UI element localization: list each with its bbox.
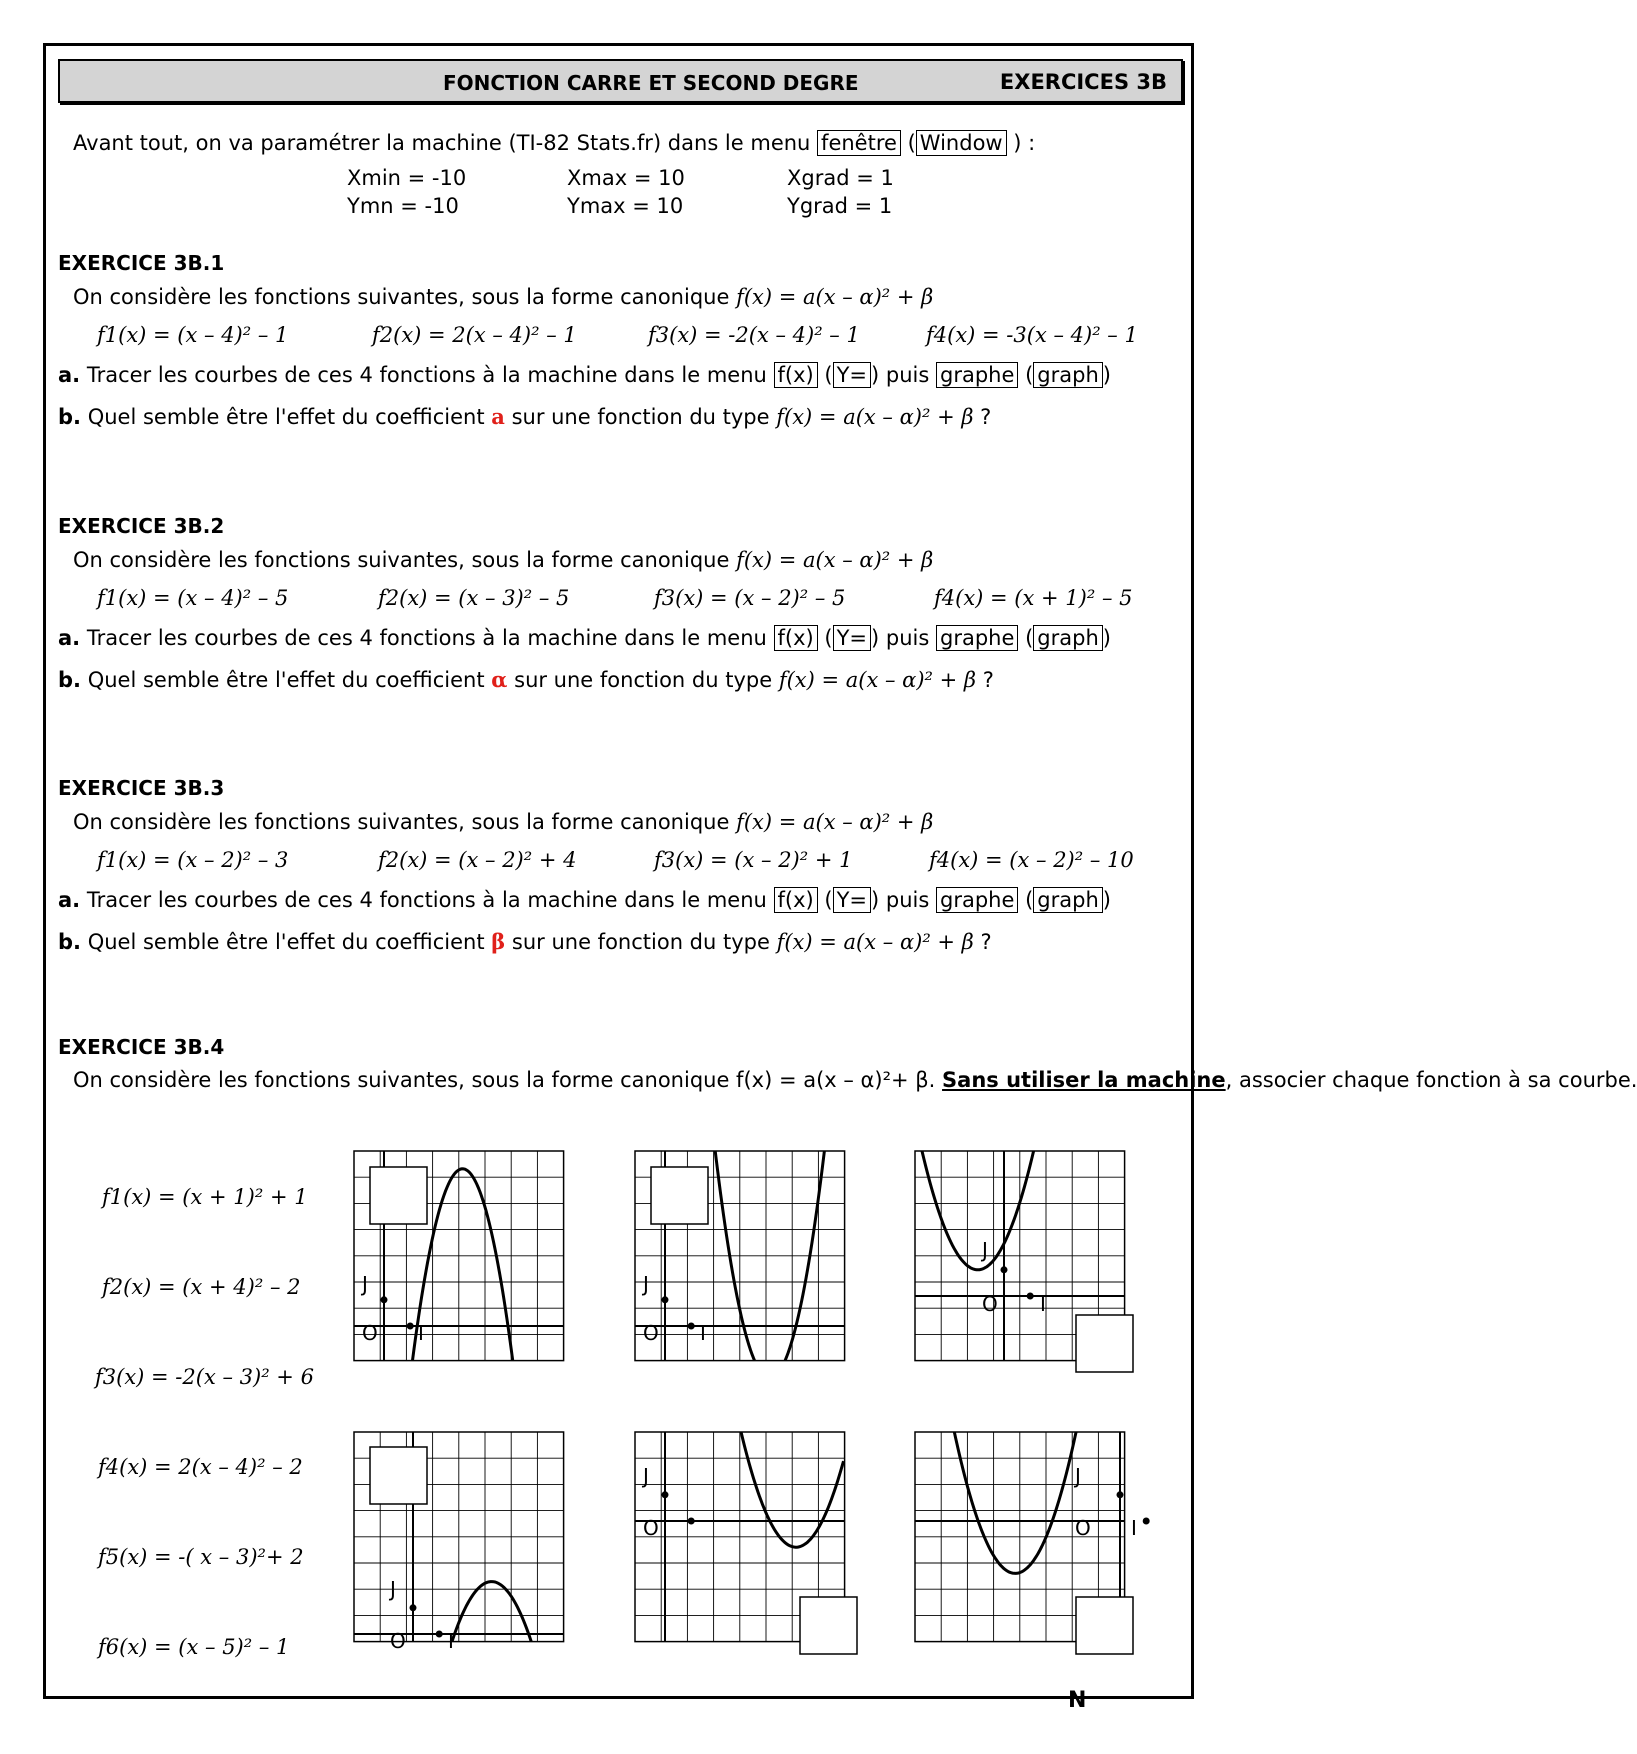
intro-line: Avant tout, on va paramétrer la machine (TI-82 Stats.fr) dans le menu fenêtre ( Window ) : bbox=[73, 131, 1036, 155]
frame-notch: N bbox=[1068, 1688, 1087, 1713]
unit-i-label: I bbox=[1040, 1292, 1046, 1316]
exercise-2-intro: On considère les fonctions suivantes, sous la forme canonique f(x) = a(x – α)² + β bbox=[73, 548, 934, 572]
exercise-1-function-1: f1(x) = (x – 4)² – 1 bbox=[97, 323, 289, 347]
setting-ymin: Ymn = -10 bbox=[347, 194, 459, 218]
header-code: EXERCICES 3B bbox=[999, 70, 1167, 94]
unit-j-marker bbox=[1117, 1491, 1124, 1498]
exercise-2-function-1: f1(x) = (x – 4)² – 5 bbox=[97, 586, 289, 610]
menu-box-graphe: graphe bbox=[936, 362, 1018, 388]
exercise-3-question-b: b. Quel semble être l'effet du coefficient β sur une fonction du type f(x) = a(x – α)² + β ? bbox=[58, 929, 992, 954]
exercise-2-question-b: b. Quel semble être l'effet du coefficient α sur une fonction du type f(x) = a(x – α)² + β ? bbox=[58, 667, 994, 692]
origin-label: O bbox=[643, 1516, 659, 1540]
ex4-function-5: f5(x) = -( x – 3)²+ 2 bbox=[98, 1545, 304, 1569]
exercise-3-question-a: a. Tracer les courbes de ces 4 fonctions à la machine dans le menu f(x) ( Y= ) puis graphe ( graph ) bbox=[58, 888, 1111, 912]
exercise-3-function-3: f3(x) = (x – 2)² + 1 bbox=[654, 848, 853, 872]
unit-j-label: J bbox=[643, 1464, 649, 1488]
answer-box bbox=[1076, 1315, 1133, 1372]
unit-j-label: J bbox=[362, 1272, 368, 1296]
exercise-1-function-3: f3(x) = -2(x – 4)² – 1 bbox=[648, 323, 860, 347]
exercise-2-function-3: f3(x) = (x – 2)² – 5 bbox=[654, 586, 846, 610]
exercise-1-function-2: f2(x) = 2(x – 4)² – 1 bbox=[372, 323, 577, 347]
ex4-function-1: f1(x) = (x + 1)² + 1 bbox=[102, 1185, 308, 1209]
menu-box-fx: f(x) bbox=[774, 887, 818, 913]
origin-label: O bbox=[643, 1321, 659, 1345]
unit-j-marker bbox=[381, 1296, 388, 1303]
exercise-3-function-1: f1(x) = (x – 2)² – 3 bbox=[97, 848, 289, 872]
answer-box bbox=[370, 1447, 427, 1504]
menu-box-yeq: Y= bbox=[833, 887, 871, 913]
origin-label: O bbox=[390, 1629, 406, 1653]
parabola-curve bbox=[915, 460, 1124, 1270]
answer-box bbox=[370, 1167, 427, 1224]
coefficient-highlight: α bbox=[491, 667, 508, 692]
unit-i-label: I bbox=[448, 1629, 454, 1653]
exercise-1-question-b: b. Quel semble être l'effet du coefficient a sur une fonction du type f(x) = a(x – α)² + β ? bbox=[58, 404, 992, 429]
unit-j-marker bbox=[662, 1296, 669, 1303]
unit-j-marker bbox=[1001, 1266, 1008, 1273]
exercise-2-title: EXERCICE 3B.2 bbox=[58, 514, 225, 538]
menu-box-yeq: Y= bbox=[833, 362, 871, 388]
origin-label: O bbox=[1075, 1516, 1091, 1540]
unit-j-label: J bbox=[390, 1577, 396, 1601]
answer-box bbox=[1076, 1597, 1133, 1654]
menu-box-graph: graph bbox=[1033, 625, 1102, 651]
menu-box-yeq: Y= bbox=[833, 625, 871, 651]
exercise-2-function-4: f4(x) = (x + 1)² – 5 bbox=[934, 586, 1133, 610]
exercise-1-title: EXERCICE 3B.1 bbox=[58, 251, 225, 275]
coefficient-highlight: a bbox=[491, 404, 505, 429]
origin-label: O bbox=[362, 1321, 378, 1345]
exercise-3-function-4: f4(x) = (x – 2)² – 10 bbox=[929, 848, 1134, 872]
setting-xmax: Xmax = 10 bbox=[567, 166, 685, 190]
menu-box-graphe: graphe bbox=[936, 625, 1018, 651]
ex4-function-6: f6(x) = (x – 5)² – 1 bbox=[98, 1635, 290, 1659]
answer-box bbox=[800, 1597, 857, 1654]
exercise-3-intro: On considère les fonctions suivantes, sous la forme canonique f(x) = a(x – α)² + β bbox=[73, 810, 934, 834]
unit-i-label: I bbox=[1131, 1516, 1137, 1540]
origin-label: O bbox=[982, 1292, 998, 1316]
header-title: FONCTION CARRE ET SECOND DEGRE bbox=[443, 71, 859, 95]
parabola-curve bbox=[635, 558, 844, 1547]
menu-box-graphe: graphe bbox=[936, 887, 1018, 913]
unit-j-label: J bbox=[982, 1238, 988, 1262]
unit-i-marker bbox=[1027, 1293, 1034, 1300]
unit-j-label: J bbox=[643, 1272, 649, 1296]
exercise-2-function-2: f2(x) = (x – 3)² – 5 bbox=[378, 586, 570, 610]
unit-i-marker bbox=[1143, 1518, 1150, 1525]
exercise-1-question-a: a. Tracer les courbes de ces 4 fonctions à la machine dans le menu f(x) ( Y= ) puis graphe ( graph ) bbox=[58, 363, 1111, 387]
ex4-function-3: f3(x) = -2(x – 3)² + 6 bbox=[95, 1365, 314, 1389]
ex4-function-2: f2(x) = (x + 4)² – 2 bbox=[102, 1275, 301, 1299]
menu-box-graph: graph bbox=[1033, 887, 1102, 913]
exercise-4-bold: Sans utiliser la machine bbox=[942, 1068, 1226, 1092]
exercise-1-function-4: f4(x) = -3(x – 4)² – 1 bbox=[926, 323, 1138, 347]
unit-i-label: I bbox=[418, 1321, 424, 1345]
unit-j-marker bbox=[662, 1491, 669, 1498]
setting-xmin: Xmin = -10 bbox=[347, 166, 467, 190]
exercise-2-question-a: a. Tracer les courbes de ces 4 fonctions à la machine dans le menu f(x) ( Y= ) puis graphe ( graph ) bbox=[58, 626, 1111, 650]
menu-box-fx: f(x) bbox=[774, 362, 818, 388]
unit-i-marker bbox=[688, 1323, 695, 1330]
menu-box-window: Window bbox=[916, 130, 1007, 156]
unit-i-label: I bbox=[700, 1321, 706, 1345]
exercise-4-intro: On considère les fonctions suivantes, sous la forme canonique f(x) = a(x – α)²+ β. Sans utiliser la machine, associer chaque fonction à sa courbe. bbox=[73, 1068, 1637, 1092]
unit-i-marker bbox=[407, 1323, 414, 1330]
menu-box-graph: graph bbox=[1033, 362, 1102, 388]
ex4-function-4: f4(x) = 2(x – 4)² – 2 bbox=[98, 1455, 303, 1479]
exercise-1-intro: On considère les fonctions suivantes, sous la forme canonique f(x) = a(x – α)² + β bbox=[73, 285, 934, 309]
menu-box-fenetre: fenêtre bbox=[817, 130, 901, 156]
menu-box-fx: f(x) bbox=[774, 625, 818, 651]
exercise-3-function-2: f2(x) = (x – 2)² + 4 bbox=[378, 848, 577, 872]
setting-ygrad: Ygrad = 1 bbox=[787, 194, 893, 218]
unit-j-label: J bbox=[1075, 1464, 1081, 1488]
unit-i-marker bbox=[688, 1518, 695, 1525]
setting-ymax: Ymax = 10 bbox=[567, 194, 684, 218]
setting-xgrad: Xgrad = 1 bbox=[787, 166, 894, 190]
unit-i-marker bbox=[436, 1631, 443, 1638]
unit-j-marker bbox=[410, 1604, 417, 1611]
answer-box bbox=[651, 1167, 708, 1224]
coefficient-highlight: β bbox=[491, 929, 506, 954]
exercise-3-title: EXERCICE 3B.3 bbox=[58, 776, 225, 800]
exercise-4-title: EXERCICE 3B.4 bbox=[58, 1035, 225, 1059]
